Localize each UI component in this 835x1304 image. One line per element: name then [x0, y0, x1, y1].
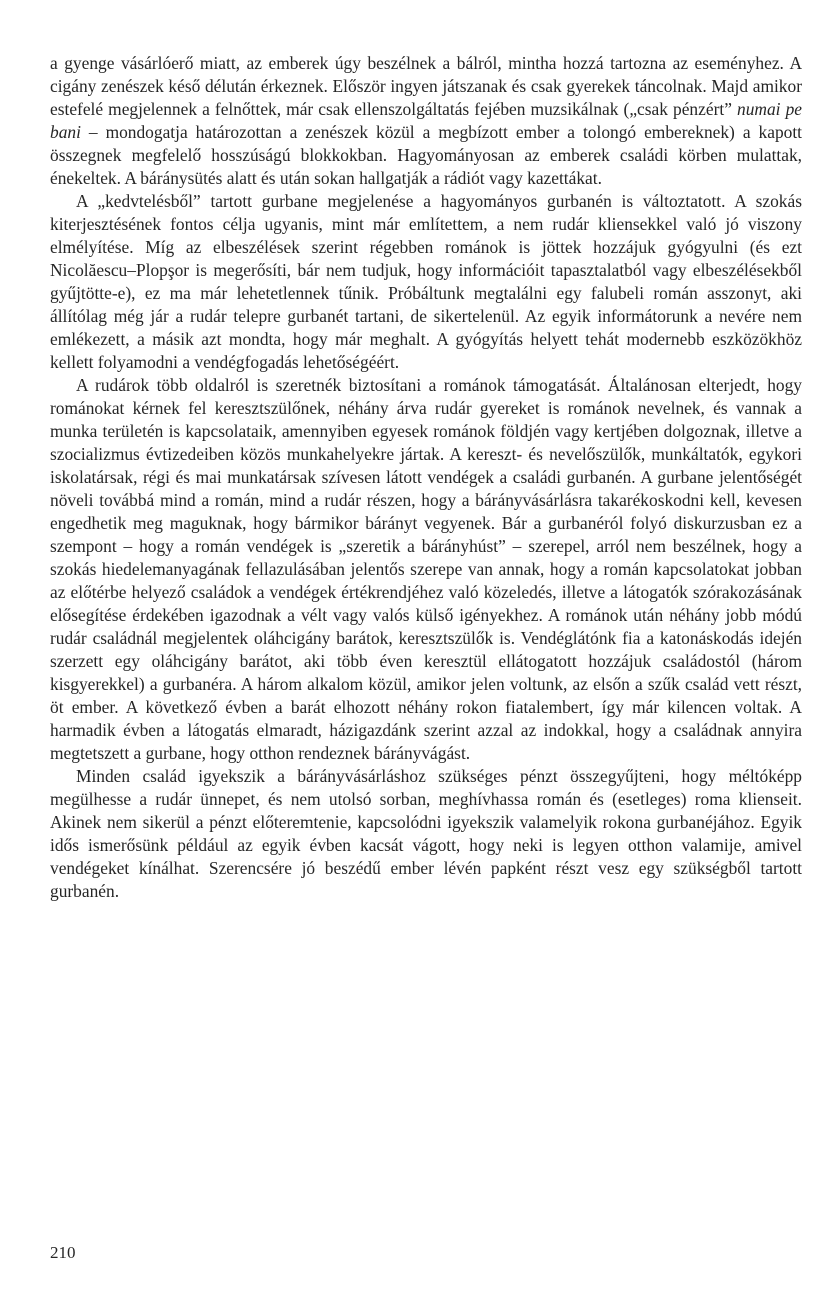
paragraph-text: – mondogatja határozottan a zenészek közül a megbízott ember a tolongó embereknek) a kapott összegnek megfelelő hosszúságú blokkokban. Hagyományosan az emberek családi körben mulattak, énekeltek. A báránysütés alatt és után sokan hallgatják a rádiót vagy kazettákat.	[50, 122, 802, 188]
page-body	[50, 52, 802, 903]
paragraph: A „kedvtelésből” tartott gurbane megjelenése a hagyományos gurbanén is változtatott. A szokás kiterjesztésének fontos célja ugyanis, mint már említettem, a nem rudár kliensekkel való jó viszony elmélyítése. Míg az elbeszélések szerint régebben románok is jöttek hozzájuk gyógyulni (és ezt Nicolăescu–Plopşor is megerősíti, bár nem tudjuk, hogy információit tapasztalatból vagy elbeszélésekből gyűjtötte-e), ez ma már lehetetlennek tűnik. Próbáltunk megtalálni egy falubeli román asszonyt, aki állítólag még jár a rudár telepre gurbanét tartani, de sikertelenül. Az egyik informátorunk a nevére nem emlékezett, a másik azt mondta, hogy már meghalt. A gyógyítás helyett tehát modernebb eszközökhöz kellett folyamodni a vendégfogadás lehetőségéért.	[50, 191, 802, 372]
paragraph-text: a gyenge vásárlóerő miatt, az emberek úgy beszélnek a bálról, mintha hozzá tartozna az eseményhez. A cigány zenészek késő délután érkeznek. Először ingyen játszanak és csak gyerekek táncolnak. Majd amikor estefelé megjelennek a felnőttek, már csak ellenszolgáltatás fejében muzsikálnak („csak pénzért”	[50, 53, 802, 119]
paragraph	[50, 52, 802, 190]
paragraph: A rudárok több oldalról is szeretnék biztosítani a románok támogatását. Általánosan elterjedt, hogy románokat kérnek fel keresztszülőnek, néhány árva rudár gyereket is románok nevelnek, és vannak a munka területén is kapcsolataik, amennyiben egyesek románok földjén vagy kertjében dolgoznak, illetve a szocializmus évtizedeiben közös munkahelyekre jártak. A kereszt- és nevelőszülők, munkáltatók, egykori iskolatársak, régi és mai munkatársak szívesen látott vendégek a családi gurbanén. A gurbane jelentőségét növeli továbbá mind a román, mind a rudár részen, hogy a bárányvásárlásra takarékoskodni kell, kevesen engedhetik meg maguknak, hogy bármikor bárányt vegyenek. Bár a gurbanéról folyó diskurzusban ez a szempont – hogy a román vendégek is „szeretik a bárányhúst” – szerepel, arról nem beszélnek, hogy a szokás hiedelemanyagának fellazulásában jelentős szerepe van annak, hogy a román kapcsolatokat jobban az előtérbe helyező családok a vendégek értékrendjéhez való közeledés, illetve a látogatók szórakozásának elősegítése érdekében igazodnak a vélt vagy valós külső igényekhez. A románok után néhány jobb módú rudár családnál megjelentek oláhcigány barátok, keresztszülők is. Vendéglátónk fia a katonáskodás idején szerzett egy oláhcigány barátot, aki több éven keresztül ellátogatott hozzájuk családostól (három kisgyerekkel) a gurbanéra. A három alkalom közül, amikor jelen voltunk, az elsőn a szűk család vett részt, öt ember. A következő évben a barát elhozott néhány rokon fiatalembert, így már kilencen voltak. A harmadik évben a látogatás elmaradt, házigazdánk szerint azzal az indokkal, hogy a családnak annyira megtetszett a gurbane, hogy otthon rendeznek bárányvágást.	[50, 375, 802, 763]
italic-phrase: numai pe bani	[50, 99, 802, 142]
page-number: 210	[50, 1243, 76, 1262]
paragraph: Minden család igyekszik a bárányvásárláshoz szükséges pénzt összegyűjteni, hogy méltóképp megülhesse a rudár ünnepet, és nem utolsó sorban, meghívhassa román és (esetleges) roma klienseit. Akinek nem sikerül a pénzt előteremtenie, kapcsolódni igyekszik valamelyik rokona gurbanéjához. Egyik idős ismerősünk például az egyik évben kacsát vágott, hogy neki is legyen otthon valamije, amivel vendégeket kínálhat. Szerencsére jó beszédű ember lévén papként részt vesz egy szükségből tartott gurbanén.	[50, 766, 802, 901]
